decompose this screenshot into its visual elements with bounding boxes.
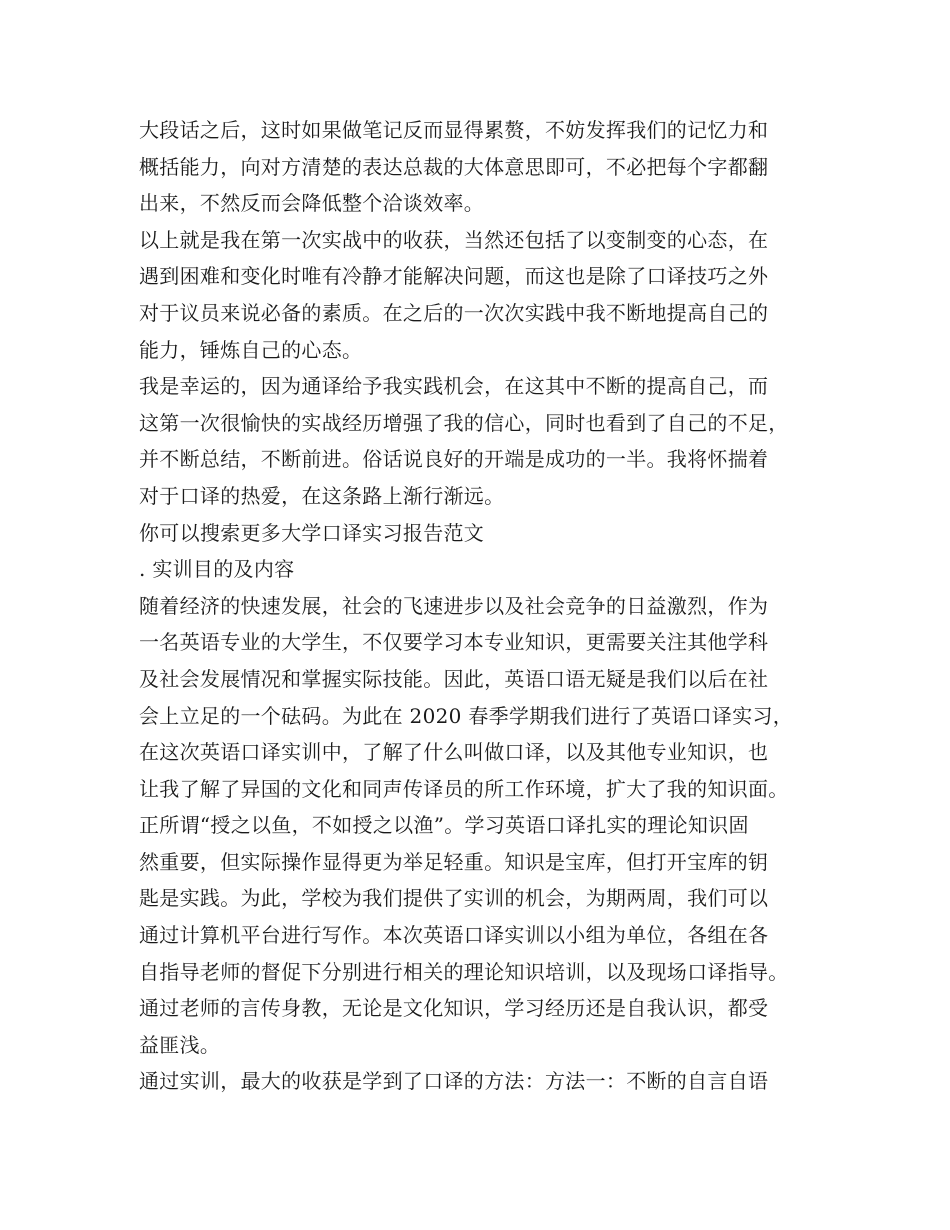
- text-line: 通过实训，最大的收获是学到了口译的方法：方法一：不断的自言自语: [139, 1069, 769, 1094]
- text-line: 一名英语专业的大学生，不仅要学习本专业知识，更需要关注其他学科: [139, 630, 769, 655]
- text-line: 通过计算机平台进行写作。本次英语口译实训以小组为单位，各组在各: [139, 923, 769, 948]
- text-line: 随着经济的快速发展，社会的飞速进步以及社会竞争的日益激烈，作为: [139, 593, 769, 618]
- text-line: 并不断总结，不断前进。俗话说良好的开端是成功的一半。我将怀揣着: [139, 447, 769, 472]
- text-line: 对于口译的热爱，在这条路上渐行渐远。: [139, 483, 505, 508]
- text-line: 你可以搜索更多大学口译实习报告范文: [139, 520, 485, 545]
- text-line: 通过老师的言传身教，无论是文化知识，学习经历还是自我认识，都受: [139, 996, 769, 1021]
- text-line: 这第一次很愉快的实战经历增强了我的信心，同时也看到了自己的不足，: [139, 410, 789, 435]
- text-line: 然重要，但实际操作显得更为举足轻重。知识是宝库，但打开宝库的钥: [139, 849, 769, 874]
- text-line: 概括能力，向对方清楚的表达总裁的大体意思即可，不必把每个字都翻: [139, 154, 769, 179]
- text-line: 出来，不然反而会降低整个洽谈效率。: [139, 191, 485, 216]
- text-line: 及社会发展情况和掌握实际技能。因此，英语口语无疑是我们以后在社: [139, 666, 769, 691]
- text-line: 会上立足的一个砝码。为此在 2020 春季学期我们进行了英语口译实习，: [139, 703, 794, 728]
- text-line: 大段话之后，这时如果做笔记反而显得累赘，不妨发挥我们的记忆力和: [139, 118, 769, 142]
- text-line: 我是幸运的，因为通译给予我实践机会，在这其中不断的提高自己，而: [139, 374, 769, 399]
- text-line: 自指导老师的督促下分别进行相关的理论知识培训，以及现场口译指导。: [139, 959, 789, 984]
- body-text: [139, 112, 829, 1100]
- text-line: 以上就是我在第一次实战中的收获，当然还包括了以变制变的心态，在: [139, 227, 769, 252]
- text-line: 在这次英语口译实训中，了解了什么叫做口译，以及其他专业知识，也: [139, 740, 769, 765]
- text-line: 遇到困难和变化时唯有冷静才能解决问题，而这也是除了口译技巧之外: [139, 264, 769, 289]
- section-heading: . 实训目的及内容: [139, 557, 295, 582]
- text-line: 对于议员来说必备的素质。在之后的一次次实践中我不断地提高自己的: [139, 300, 769, 325]
- text-line: 让我了解了异国的文化和同声传译员的所工作环境，扩大了我的知识面。: [139, 776, 789, 801]
- text-line: 匙是实践。为此，学校为我们提供了实训的机会，为期两周，我们可以: [139, 886, 769, 911]
- text-line: 能力，锤炼自己的心态。: [139, 337, 363, 362]
- text-line: 益匪浅。: [139, 1032, 221, 1057]
- text-line: 正所谓“授之以鱼，不如授之以渔”。学习英语口译扎实的理论知识固: [139, 813, 749, 838]
